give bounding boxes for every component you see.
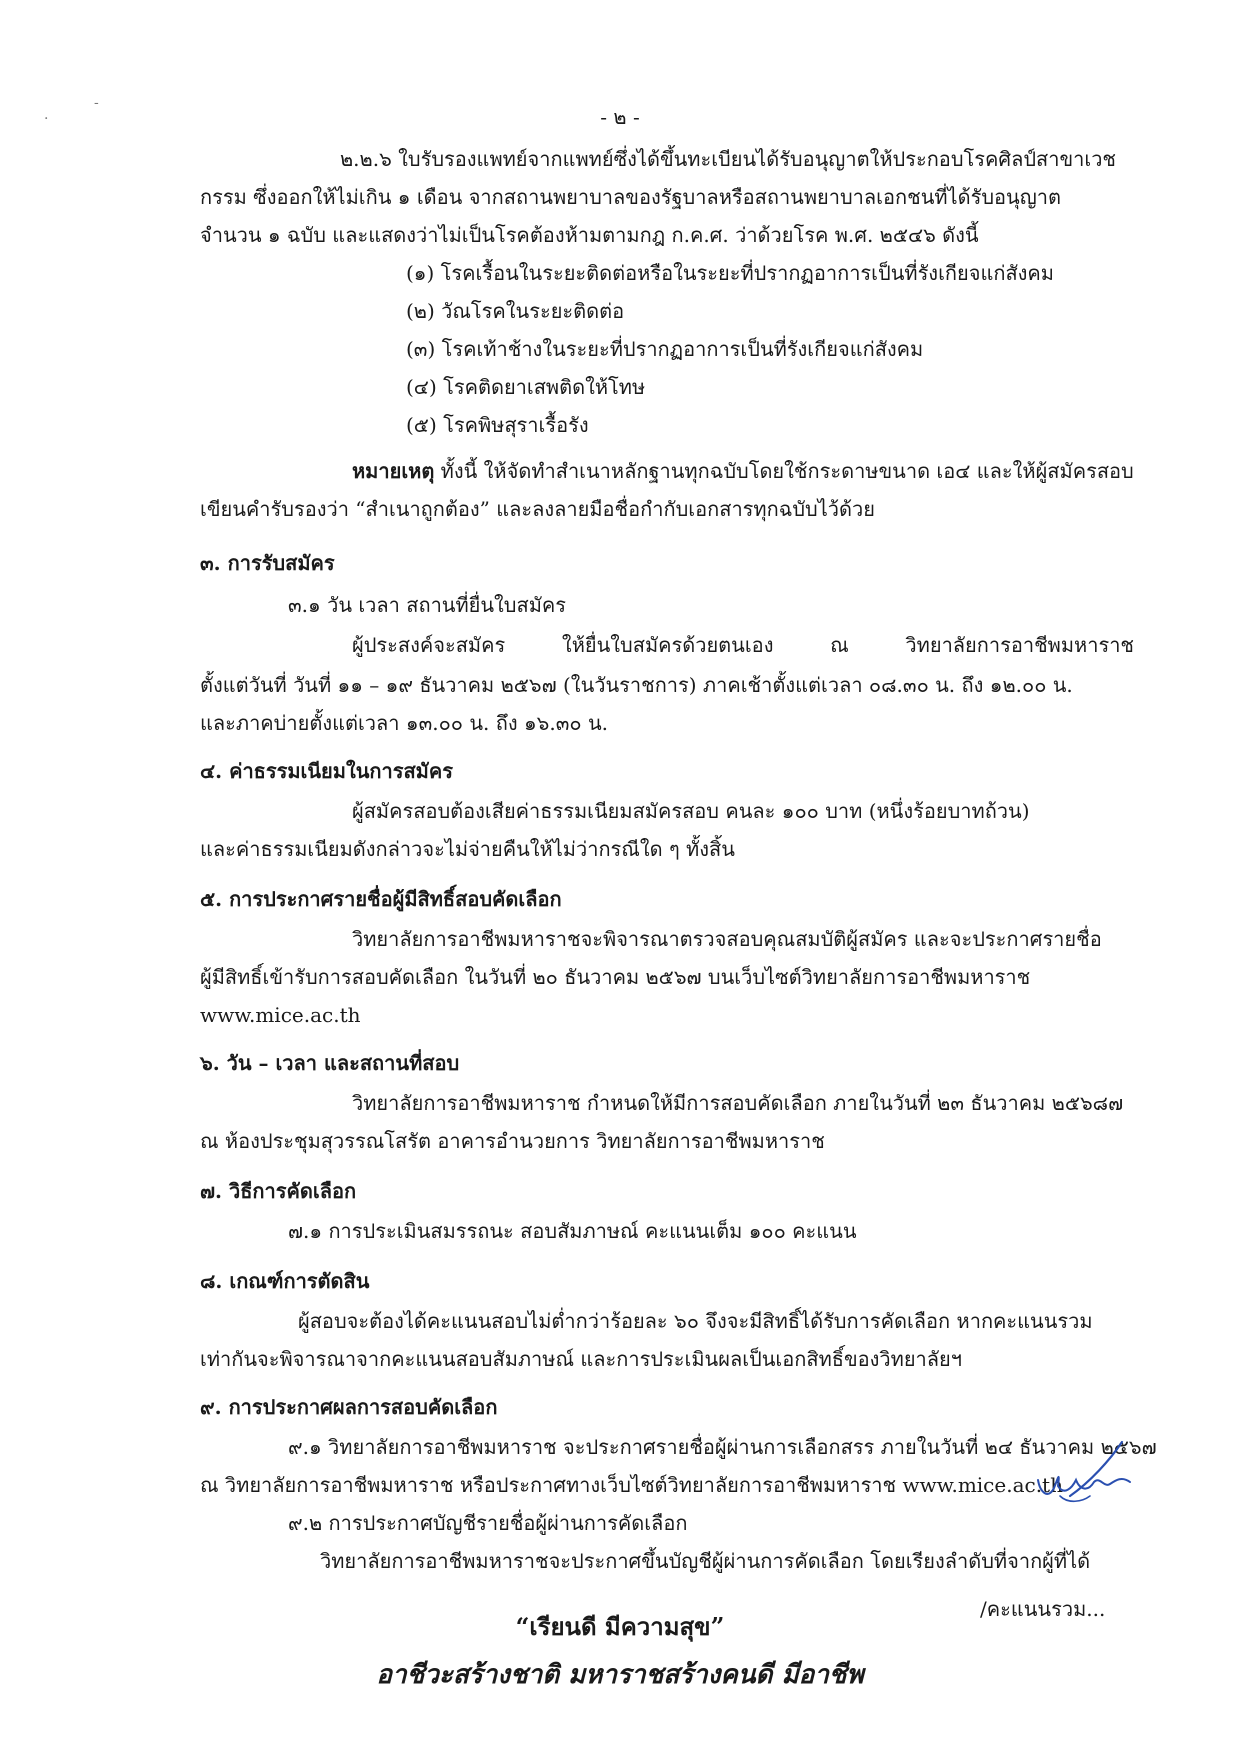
note-line xyxy=(352,452,1134,490)
paragraph-line: เท่ากันจะพิจารณาจากคะแนนสอบสัมภาษณ์ และการประเมินผลเป็นเอกสิทธิ์ของวิทยาลัยฯ xyxy=(200,1347,962,1371)
list-item: (๔) โรคติดยาเสพติดให้โทษ xyxy=(406,375,646,399)
section-heading: ๔. ค่าธรรมเนียมในการสมัคร xyxy=(200,759,453,783)
paragraph-line: ตั้งแต่วันที่ วันที่ ๑๑ – ๑๙ ธันวาคม ๒๕๖๗ (ในวันราชการ) ภาคเช้าตั้งแต่เวลา ๐๘.๓๐ น. ถึง ๑๒.๐๐ น. xyxy=(200,673,1073,697)
footer-motto: อาชีวะสร้างชาติ มหาราชสร้างคนดี มีอาชีพ xyxy=(376,1660,864,1690)
list-item: (๒) วัณโรคในระยะติดต่อ xyxy=(406,299,625,323)
subsection-heading: ๙.๒ การประกาศบัญชีรายชื่อผู้ผ่านการคัดเลือก xyxy=(288,1511,688,1535)
section-heading: ๖. วัน – เวลา และสถานที่สอบ xyxy=(200,1051,460,1075)
list-item: (๑) โรคเรื้อนในระยะติดต่อหรือในระยะที่ปรากฏอาการเป็นที่รังเกียจแก่สังคม xyxy=(406,261,1054,285)
scan-mark: · xyxy=(44,111,49,127)
note-label: หมายเหตุ xyxy=(352,459,435,483)
website-link[interactable]: www.mice.ac.th xyxy=(200,1003,361,1027)
section-heading: ๘. เกณฑ์การตัดสิน xyxy=(200,1269,370,1293)
section-heading: ๗. วิธีการคัดเลือก xyxy=(200,1179,357,1203)
note-line: เขียนคำรับรองว่า “สำเนาถูกต้อง” และลงลายมือชื่อกำกับเอกสารทุกฉบับไว้ด้วย xyxy=(200,497,875,521)
footer-slogan: “เรียนดี มีความสุข” xyxy=(515,1612,725,1641)
subsection-heading: ๓.๑ วัน เวลา สถานที่ยื่นใบสมัคร xyxy=(288,593,567,617)
paragraph-line: และภาคบ่ายตั้งแต่เวลา ๑๓.๐๐ น. ถึง ๑๖.๓๐ น. xyxy=(200,711,608,735)
section-heading: ๕. การประกาศรายชื่อผู้มีสิทธิ์สอบคัดเลือก xyxy=(200,887,562,911)
paragraph-line: ๒.๒.๖ ใบรับรองแพทย์จากแพทย์ซึ่งได้ขึ้นทะเบียนได้รับอนุญาตให้ประกอบโรคศิลป์สาขาเวช xyxy=(340,147,1117,171)
paragraph-line: วิทยาลัยการอาชีพมหาราชจะประกาศขึ้นบัญชีผู้ผ่านการคัดเลือก โดยเรียงลำดับที่จากผู้ที่ได้ xyxy=(320,1549,1091,1573)
paragraph-line: กรรม ซึ่งออกให้ไม่เกิน ๑ เดือน จากสถานพยาบาลของรัฐบาลหรือสถานพยาบาลเอกชนที่ได้รับอนุญาต xyxy=(200,185,1061,209)
subsection-heading: ๗.๑ การประเมินสมรรถนะ สอบสัมภาษณ์ คะแนนเต็ม ๑๐๐ คะแนน xyxy=(288,1219,857,1243)
paragraph-line: วิทยาลัยการอาชีพมหาราชจะพิจารณาตรวจสอบคุณสมบัติผู้สมัคร และจะประกาศรายชื่อ xyxy=(352,927,1102,951)
note-text: ทั้งนี้ ให้จัดทำสำเนาหลักฐานทุกฉบับโดยใช้กระดาษขนาด เอ๔ และให้ผู้สมัครสอบ xyxy=(434,459,1134,483)
paragraph-line: ผู้มีสิทธิ์เข้ารับการสอบคัดเลือก ในวันที่ ๒๐ ธันวาคม ๒๕๖๗ บนเว็บไซต์วิทยาลัยการอาชีพมหาราช xyxy=(200,965,1031,989)
scan-mark: - xyxy=(94,95,99,111)
paragraph-line: จำนวน ๑ ฉบับ และแสดงว่าไม่เป็นโรคต้องห้ามตามกฎ ก.ค.ศ. ว่าด้วยโรค พ.ศ. ๒๕๔๖ ดังนี้ xyxy=(200,223,979,247)
paragraph-line: ผู้สอบจะต้องได้คะแนนสอบไม่ต่ำกว่าร้อยละ ๖๐ จึงจะมีสิทธิ์ได้รับการคัดเลือก หากคะแนนรวม xyxy=(298,1309,1093,1333)
continuation-marker: /คะแนนรวม... xyxy=(980,1597,1106,1621)
paragraph-line: และค่าธรรมเนียมดังกล่าวจะไม่จ่ายคืนให้ไม่ว่ากรณีใด ๆ ทั้งสิ้น xyxy=(200,837,735,861)
paragraph-line: ณ ห้องประชุมสุวรรณโสรัต อาคารอำนวยการ วิทยาลัยการอาชีพมหาราช xyxy=(200,1129,825,1153)
list-item: (๓) โรคเท้าช้างในระยะที่ปรากฏอาการเป็นที่รังเกียจแก่สังคม xyxy=(406,337,924,361)
section-heading: ๓. การรับสมัคร xyxy=(200,551,335,575)
paragraph-line: ผู้ประสงค์จะสมัคร ให้ยื่นใบสมัครด้วยตนเอง ณ วิทยาลัยการอาชีพมหาราช xyxy=(352,633,1134,657)
signature-mark xyxy=(1030,1430,1140,1510)
page-number: - ๒ - xyxy=(600,105,640,129)
paragraph-line: วิทยาลัยการอาชีพมหาราช กำหนดให้มีการสอบคัดเลือก ภายในวันที่ ๒๓ ธันวาคม ๒๕๖๘๗ xyxy=(352,1091,1124,1115)
list-item: (๕) โรคพิษสุราเรื้อรัง xyxy=(406,413,589,437)
paragraph-line: ผู้สมัครสอบต้องเสียค่าธรรมเนียมสมัครสอบ คนละ ๑๐๐ บาท (หนึ่งร้อยบาทถ้วน) xyxy=(352,799,1030,823)
paragraph-line: ณ วิทยาลัยการอาชีพมหาราช หรือประกาศทางเว็บไซต์วิทยาลัยการอาชีพมหาราช www.mice.ac.th xyxy=(200,1473,1063,1497)
section-heading: ๙. การประกาศผลการสอบคัดเลือก xyxy=(200,1395,498,1419)
subsection-heading: ๙.๑ วิทยาลัยการอาชีพมหาราช จะประกาศรายชื่อผู้ผ่านการเลือกสรร ภายในวันที่ ๒๔ ธันวาคม ๒๕๖๗ xyxy=(288,1435,1157,1459)
